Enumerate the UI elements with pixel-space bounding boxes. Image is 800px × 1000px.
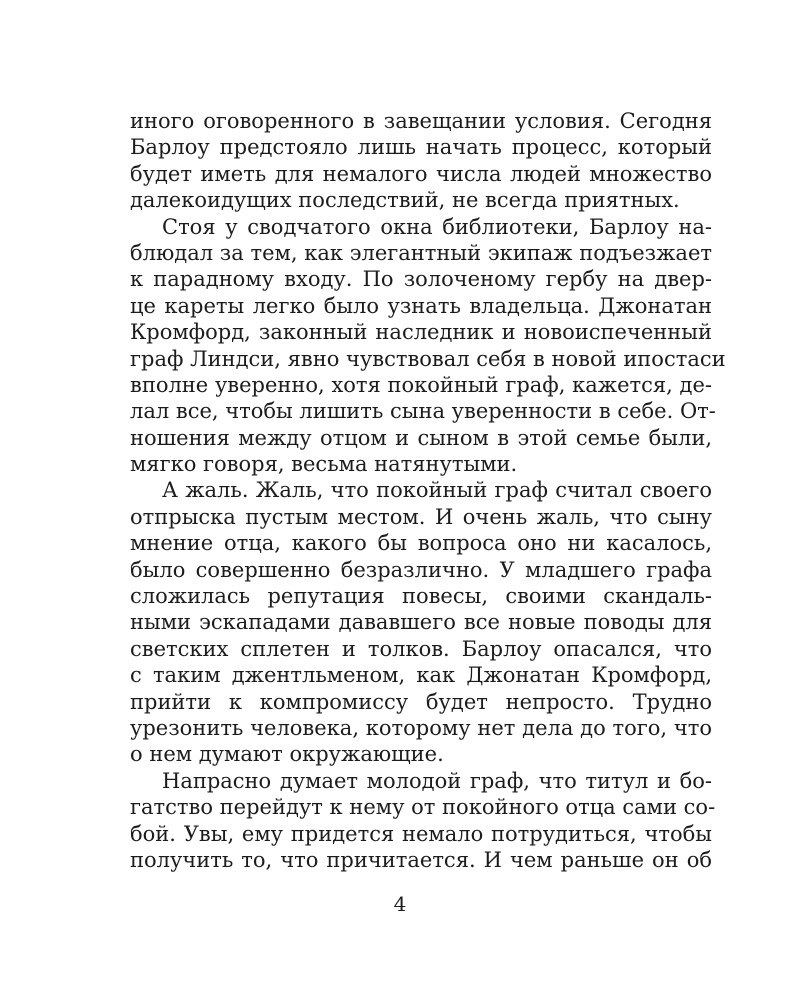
text-line: Барлоу предстояло лишь начать процесс, который <box>130 135 712 160</box>
text-line: Стоя у сводчатого окна библиотеки, Барлоу на- <box>162 214 712 239</box>
text-line: сложилась репутация повесы, своими скандаль- <box>130 584 712 609</box>
text-line: блюдал за тем, как элегантный экипаж подъезжает <box>130 240 712 265</box>
text-line: граф Линдси, явно чувствовал себя в новой ипостаси <box>130 346 726 371</box>
text-line: иного оговоренного в завещании условия. Сегодня <box>130 109 712 133</box>
text-line: будет иметь для немалого числа людей множество <box>130 161 712 186</box>
text-line: прийти к компромиссу будет непросто. Трудно <box>130 689 712 714</box>
text-line: было совершенно безразлично. У младшего графа <box>130 557 712 582</box>
text-line: гатство перейдут к нему от покойного отца сами со- <box>130 795 716 820</box>
text-line: ношения между отцом и сыном в этой семье были, <box>130 425 712 450</box>
text-line: бой. Увы, ему придется немало потрудиться, чтобы <box>130 821 712 846</box>
text-line: вполне уверенно, хотя покойный граф, кажется, де- <box>130 372 712 397</box>
text-line: с таким джентльменом, как Джонатан Кромфорд, <box>130 663 712 688</box>
text-line: ными эскападами дававшего все новые поводы для <box>130 610 712 635</box>
text-line: лал все, чтобы лишить сына уверенности в себе. От- <box>130 399 716 424</box>
text-line: А жаль. Жаль, что покойный граф считал своего <box>162 478 712 503</box>
text-line: о нем думают окружающие. <box>130 742 444 767</box>
text-line: получить то, что причитается. И чем раньше он об <box>130 847 712 872</box>
text-line: Напрасно думает молодой граф, что титул и бо- <box>162 768 712 793</box>
page-number: 4 <box>393 892 407 916</box>
text-line: урезонить человека, которому нет дела до того, что <box>130 715 712 740</box>
text-line: це кареты легко было узнать владельца. Джонатан <box>130 293 712 318</box>
body-text <box>130 108 726 873</box>
text-line: мягко говоря, весьма натянутыми. <box>130 452 518 477</box>
text-line: мнение отца, какого бы вопроса оно ни касалось, <box>130 531 712 556</box>
text-line: к парадному входу. По золоченому гербу на двер- <box>130 267 712 292</box>
text-line: светских сплетен и толков. Барлоу опасался, что <box>130 636 712 661</box>
text-line: Кромфорд, законный наследник и новоиспеченный <box>130 320 712 345</box>
text-line: отпрыска пустым местом. И очень жаль, что сыну <box>130 504 712 529</box>
text-line: далекоидущих последствий, не всегда приятных. <box>130 188 680 213</box>
